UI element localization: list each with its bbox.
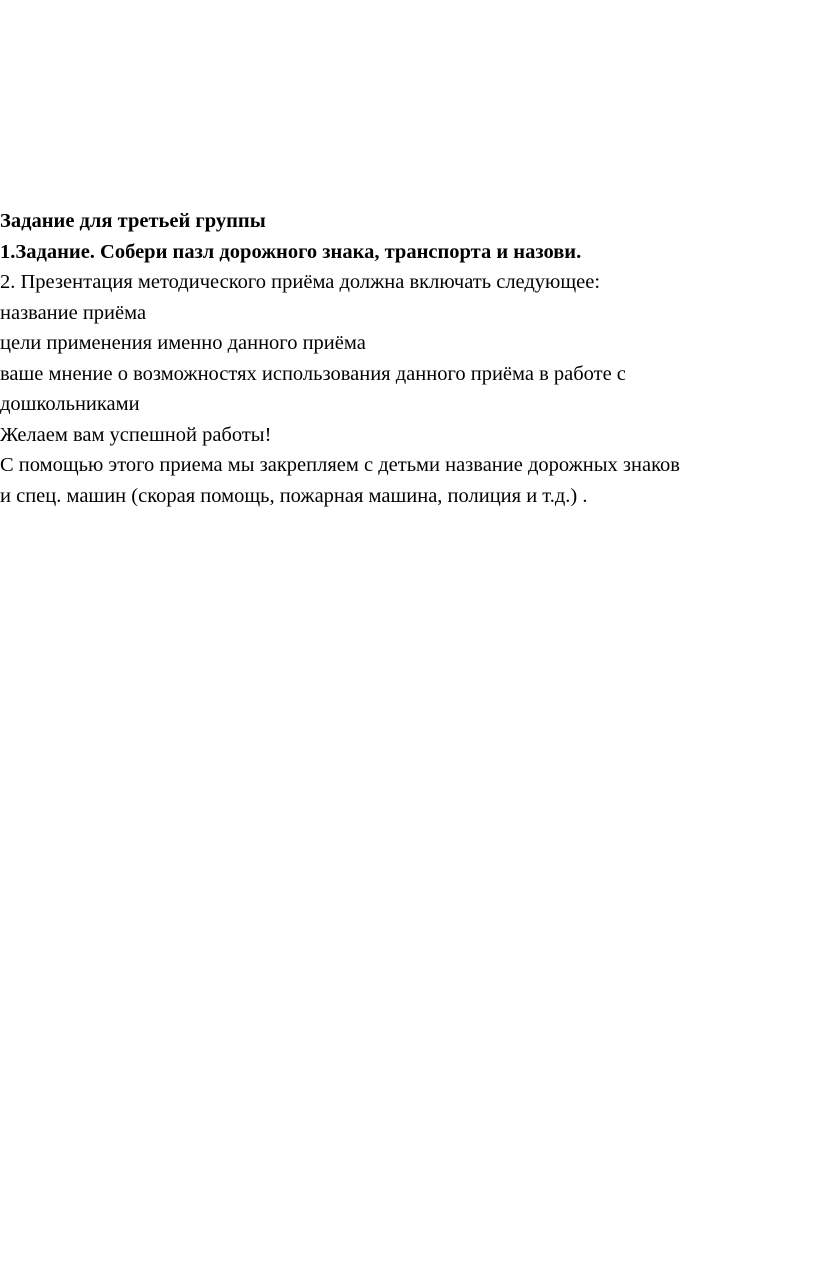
conclusion-line-2: и спец. машин (скорая помощь, пожарная машина, полиция и т.д.) . (0, 484, 588, 507)
task-2-intro: 2. Презентация методического приёма должна включать следующее: (0, 271, 601, 293)
task-1-text: 1.Задание. Собери пазл дорожного знака, транспорта и назови. (0, 240, 582, 263)
list-item: дошкольниками (0, 393, 140, 415)
list-item: название приёма (0, 301, 147, 324)
list-item: цели применения именно данного приёма (0, 332, 366, 354)
list-item: ваше мнение о возможностях использования данного приёма в работе с (0, 362, 626, 385)
wish-text: Желаем вам успешной работы! (0, 423, 272, 446)
document-body (0, 206, 816, 511)
conclusion-line-1: С помощью этого приема мы закрепляем с детьми название дорожных знаков (0, 454, 680, 476)
document-heading: Задание для третьей группы (0, 210, 266, 232)
